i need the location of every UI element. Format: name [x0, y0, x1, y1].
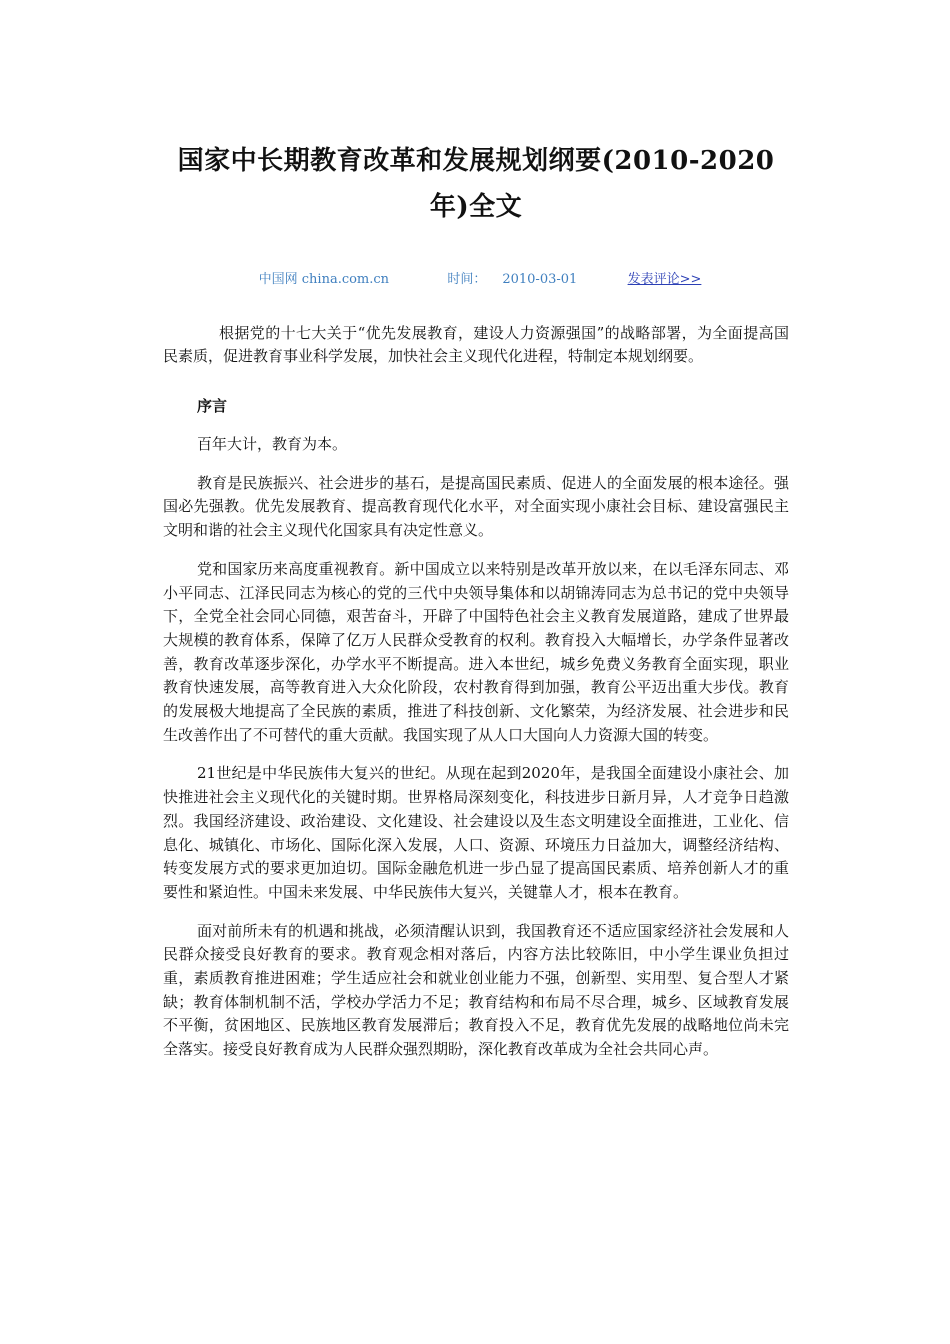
- article-title: 国家中长期教育改革和发展规划纲要(2010-2020年)全文: [177, 146, 775, 222]
- body-paragraph: 党和国家历来高度重视教育。新中国成立以来特别是改革开放以来，在以毛泽东同志、邓小平同志、江泽民同志为核心的党的三代中央领导集体和以胡锦涛同志为总书记的党中央领导下，全党全社会同心同德，艰苦奋斗，开辟了中国特色社会主义教育发展道路，建成了世界最大规模的教育体系，保障了亿万人民群众受教育的权利。教育投入大幅增长，办学条件显著改善，教育改革逐步深化，办学水平不断提高。进入本世纪，城乡免费义务教育全面实现，职业教育快速发展，高等教育进入大众化阶段，农村教育得到加强，教育公平迈出重大步伐。教育的发展极大地提高了全民族的素质，推进了科技创新、文化繁荣，为经济发展、社会进步和民生改善作出了不可替代的重大贡献。我国实现了从人口大国向人力资源大国的转变。: [163, 559, 789, 744]
- body-paragraph: 百年大计，教育为本。: [197, 435, 348, 453]
- body-paragraph: 面对前所未有的机遇和挑战，必须清醒认识到，我国教育还不适应国家经济社会发展和人民群众接受良好教育的要求。教育观念相对落后，内容方法比较陈旧，中小学生课业负担过重，素质教育推进困难；学生适应社会和就业创业能力不强，创新型、实用型、复合型人才紧缺；教育体制机制不活，学校办学活力不足；教育结构和布局不尽合理，城乡、区域教育发展不平衡，贫困地区、民族地区教育发展滞后；教育投入不足，教育优先发展的战略地位尚未完全落实。接受良好教育成为人民群众强烈期盼，深化教育改革成为全社会共同心声。: [163, 921, 789, 1059]
- article: [163, 138, 789, 1062]
- source-label: 中国网 china.com.cn: [258, 272, 390, 287]
- article-meta: [163, 270, 789, 290]
- time-value: 2010-03-01: [502, 272, 578, 287]
- time-label: 时间：: [447, 272, 487, 287]
- intro-paragraph: 根据党的十七大关于“优先发展教育，建设人力资源强国”的战略部署，为全面提高国民素质，促进教育事业科学发展，加快社会主义现代化进程，特制定本规划纲要。: [163, 324, 789, 365]
- section-heading: 序言: [197, 397, 228, 415]
- comment-link[interactable]: 发表评论>>: [627, 272, 702, 287]
- body-paragraph: 教育是民族振兴、社会进步的基石，是提高国民素质、促进人的全面发展的根本途径。强国必先强教。优先发展教育、提高教育现代化水平，对全面实现小康社会目标、建设富强民主文明和谐的社会主义现代化国家具有决定性意义。: [163, 473, 789, 540]
- body-paragraph: 21世纪是中华民族伟大复兴的世纪。从现在起到2020年，是我国全面建设小康社会、加快推进社会主义现代化的关键时期。世界格局深刻变化，科技进步日新月异，人才竞争日趋激烈。我国经济建设、政治建设、文化建设、社会建设以及生态文明建设全面推进，工业化、信息化、城镇化、市场化、国际化深入发展，人口、资源、环境压力日益加大，调整经济结构、转变发展方式的要求更加迫切。国际金融危机进一步凸显了提高国民素质、培养创新人才的重要性和紧迫性。中国未来发展、中华民族伟大复兴，关键靠人才，根本在教育。: [163, 764, 789, 901]
